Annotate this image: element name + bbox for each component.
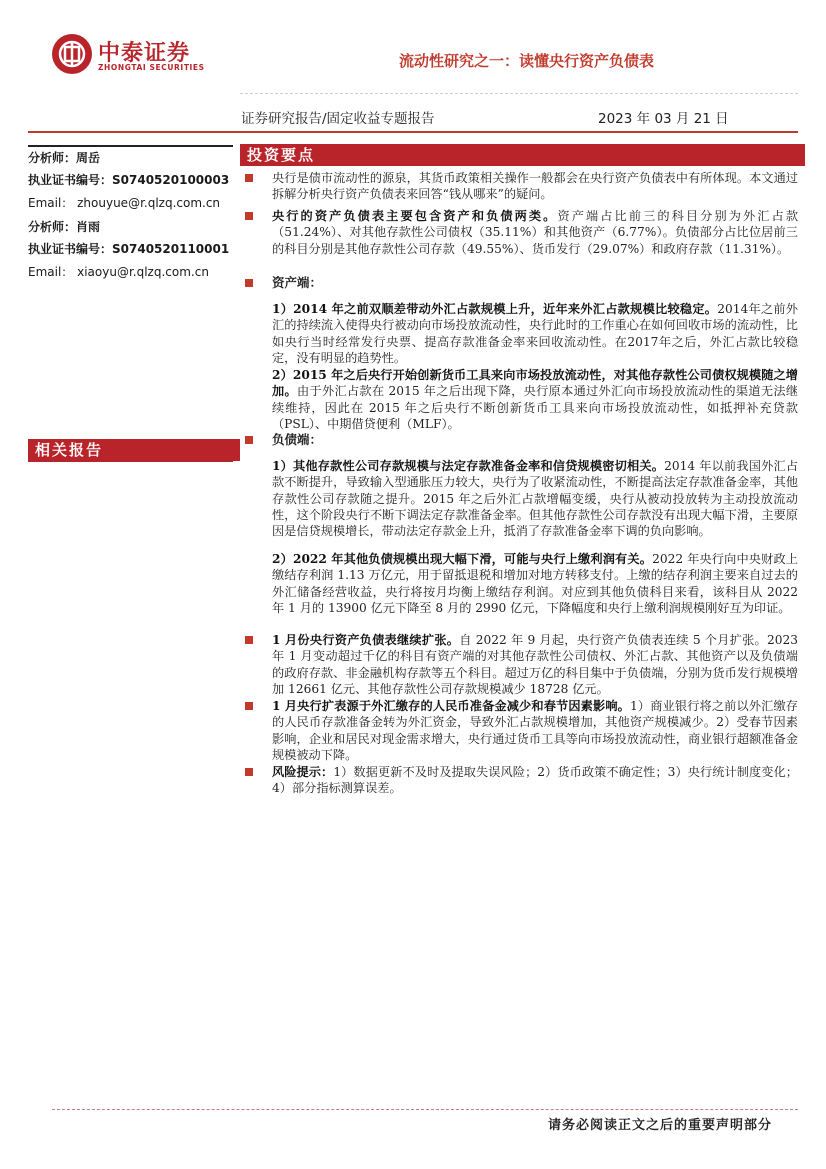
analyst-name: 肖雨 xyxy=(76,220,101,234)
bullet-icon xyxy=(245,174,253,182)
asset-point-2: 2）2015 年之后央行开始创新货币工具来向市场投放流动性，对其他存款性公司债权规模随之增加。由于外汇占款在 2015 年之后出现下降，央行原本通过外汇向市场投放流动性的渠道无法继续维持，因此在 2015 年之后央行不断创新货币工具来向市场投放流动性，如抵押补充贷款（PSL）、中期借贷便利（MLF）。 xyxy=(272,368,799,431)
cert-number: S0740520110001 xyxy=(112,242,230,256)
analyst-name-row: 分析师：肖雨 xyxy=(28,220,101,234)
analyst-info xyxy=(28,145,233,285)
balance-sheet-paragraph: 央行的资产负债表主要包含资产和负债两类。资产端占比前三的科目分别为外汇占款（51.24%）、对其他存款性公司债权（35.11%）和其他资产（6.77%）。负债部分占比位居前三的科目分别是其他存款性公司存款（49.55%）、货币发行（29.07%）和政府存款（11.31%）。 xyxy=(272,209,799,256)
report-type: 证券研究报告/固定收益专题报告 xyxy=(241,111,435,127)
analyst-email[interactable]: xiaoyu@r.qlzq.com.cn xyxy=(77,265,209,279)
footer-divider xyxy=(52,1109,798,1110)
analyst-name: 周岳 xyxy=(76,151,101,165)
company-logo-icon xyxy=(52,34,92,74)
header-rule xyxy=(28,131,798,133)
report-date: 2023 年 03 月 21 日 xyxy=(598,111,729,127)
email-row: Email： zhouyue@r.qlzq.com.cn xyxy=(28,196,221,210)
investment-points-heading: 投资要点 xyxy=(240,144,805,166)
bullet-icon xyxy=(245,436,253,444)
analyst-email[interactable]: zhouyue@r.qlzq.com.cn xyxy=(77,196,221,210)
report-title: 流动性研究之一：读懂央行资产负债表 xyxy=(398,52,654,70)
header-divider xyxy=(240,93,798,94)
bullet-icon xyxy=(245,768,253,776)
bullet-icon xyxy=(245,212,253,220)
asset-side-heading: 资产端： xyxy=(272,275,323,290)
bullet-icon xyxy=(245,636,253,644)
related-reports-heading: 相关报告 xyxy=(28,439,240,461)
liability-side-heading: 负债端： xyxy=(272,432,323,447)
bullet-icon xyxy=(245,279,253,287)
analyst-name-row: 分析师：周岳 xyxy=(28,145,233,169)
expansion-reason-paragraph: 1 月央行扩表源于外汇缴存的人民币准备金减少和春节因素影响。1）商业银行将之前以外汇缴存的人民币存款准备金转为外汇资金，导致外汇占款规模增加，其他资产规模减少。2）受春节因素影响，企业和居民对现金需求增大，央行通过货币工具等向市场投放流动性，商业银行超额准备金规模被动下降。 xyxy=(272,699,798,762)
january-expansion-paragraph: 1 月份央行资产负债表继续扩张。自 2022 年 9 月起，央行资产负债表连续 5 个月扩张。2023 年 1 月变动超过千亿的科目有资产端的对其他存款性公司债权、外汇占款、其他资产以及负债端的政府存款、非金融机构存款等五个科目。超过万亿的科目集中于负债端，分别为货币发行规模增加 12661 亿元、其他存款性公司存款规模减少 18728 亿元。 xyxy=(272,633,798,696)
related-reports-rule xyxy=(28,461,233,462)
liability-point-2: 2）2022 年其他负债规模出现大幅下滑，可能与央行上缴利润有关。2022 年央行向中央财政上缴结存利润 1.13 万亿元，用于留抵退税和增加对地方转移支付。上缴的结存利润主要来自过去的外汇储备经营收益，央行将按月均衡上缴结存利润。对应到其他负债科目来看，该科目从 2022 年 1 月的 13900 亿元下降至 8 月的 2990 亿元，下降幅度和央行上缴利润规模刚好互为印证。 xyxy=(272,552,798,615)
asset-point-1: 1）2014 年之前双顺差带动外汇占款规模上升，近年来外汇占款规模比较稳定。2014年之前外汇的持续流入使得央行被动向市场投放流动性，央行此时的工作重心在如何回收市场的流动性，比如央行当时经常发行央票、提高存款准备金率来回收流动性。在2017年之后，外汇占款比较稳定，没有明显的趋势性。 xyxy=(272,302,798,365)
cert-row: 执业证书编号：S0740520100003 xyxy=(28,173,230,187)
footer-disclaimer: 请务必阅读正文之后的重要声明部分 xyxy=(547,1118,772,1133)
email-row: Email： xiaoyu@r.qlzq.com.cn xyxy=(28,265,209,279)
risk-warning-paragraph: 风险提示：1）数据更新不及时及提取失误风险；2）货币政策不确定性；3）央行统计制度变化；4）部分指标测算误差。 xyxy=(272,765,798,796)
logo-text-en: ZHONGTAI SECURITIES xyxy=(98,63,205,72)
bullet-icon xyxy=(245,702,253,710)
logo-text-cn: 中泰证券 xyxy=(98,41,191,66)
cert-number: S0740520100003 xyxy=(112,173,230,187)
intro-paragraph: 央行是债市流动性的源泉，其货币政策相关操作一般都会在央行资产负债表中有所体现。本文通过拆解分析央行资产负债表来回答“钱从哪来”的疑问。 xyxy=(272,171,798,202)
liability-point-1: 1）其他存款性公司存款规模与法定存款准备金率和信贷规模密切相关。2014 年以前我国外汇占款不断提升，导致输入型通胀压力较大，央行为了收紧流动性，不断提高法定存款准备金率，其他存款性公司存款随之提升。2015 年之后外汇占款增幅变缓，央行从被动投放转为主动投放流动性，这个阶段央行不断下调法定存款准备金率。但其他存款性公司存款没有出现大幅下滑，主要原因是信贷规模增长，带动法定存款金上升，抵消了存款准备金率下调的负向影响。 xyxy=(272,459,799,539)
cert-row: 执业证书编号：S0740520110001 xyxy=(28,242,230,256)
